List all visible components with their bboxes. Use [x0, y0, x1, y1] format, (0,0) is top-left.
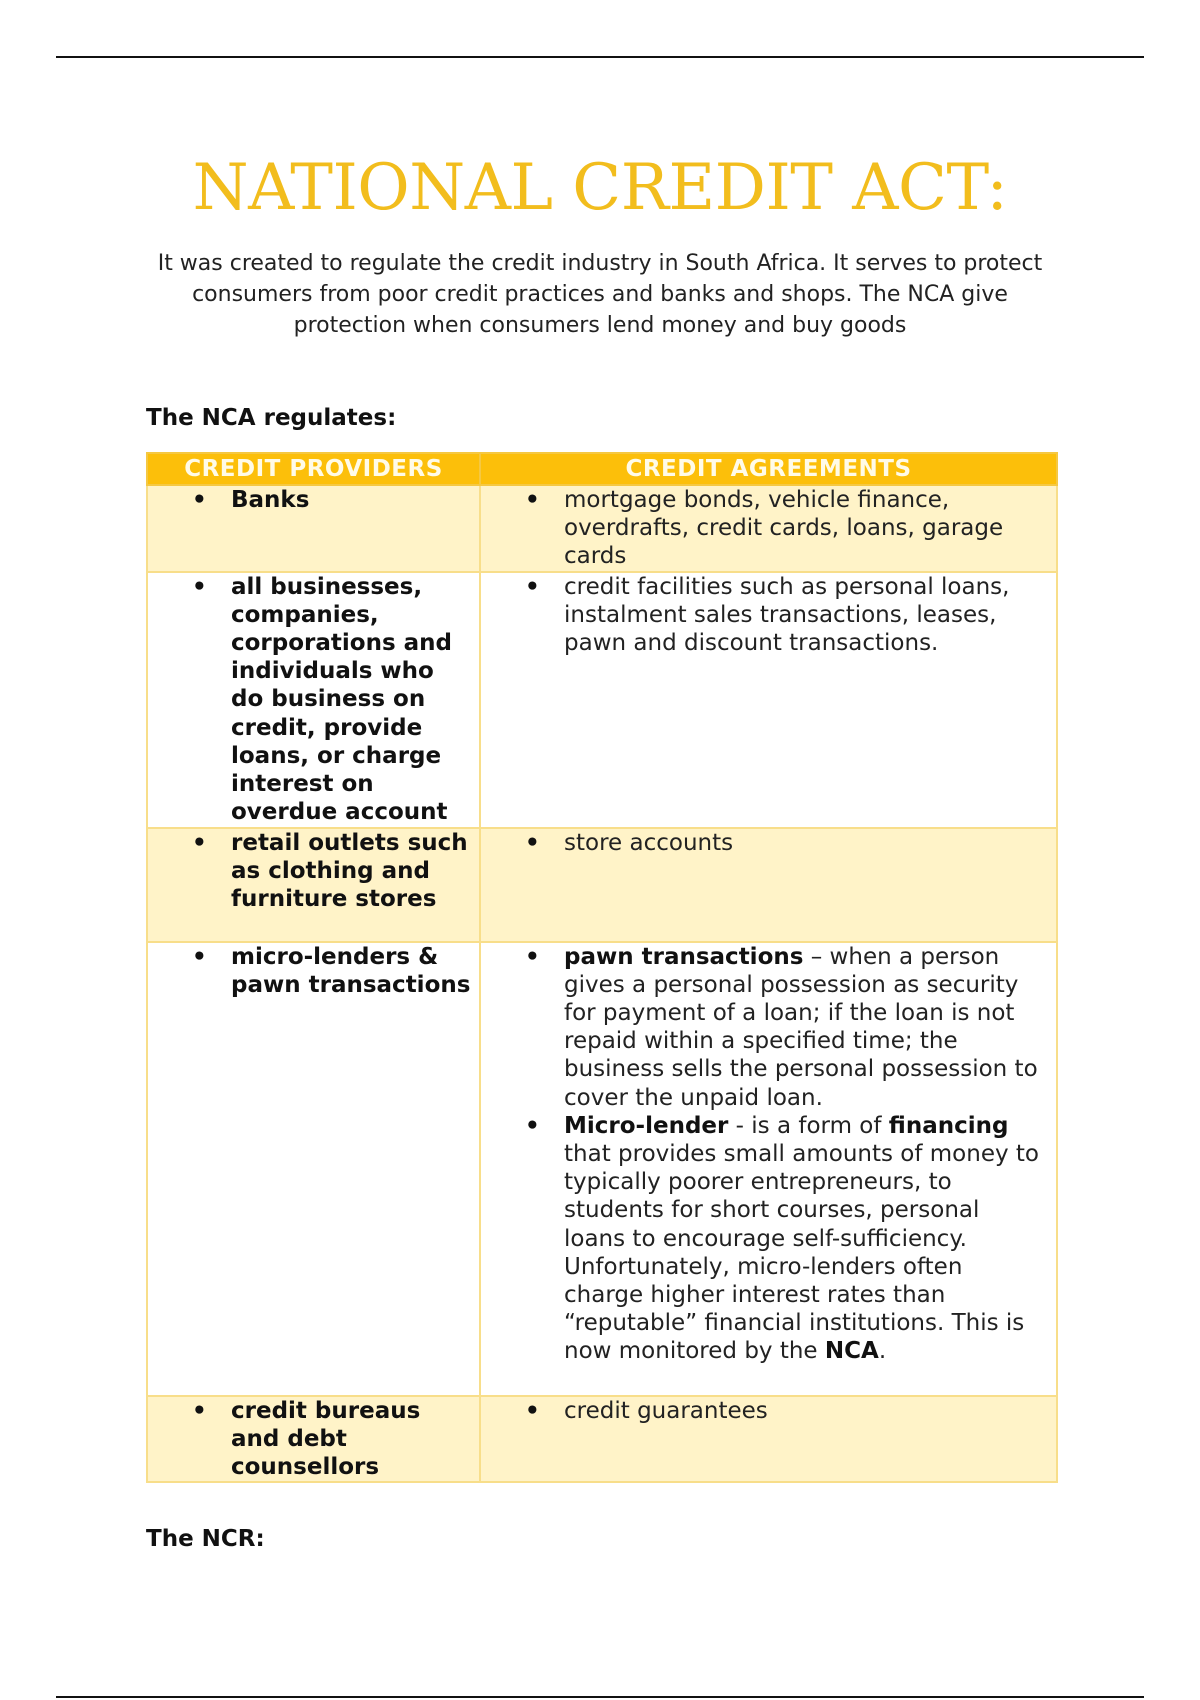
agreement-cell: [480, 485, 1057, 572]
micro-lender-text-2: that provides small amounts of money to typically poorer entrepreneurs, to students for short courses, personal loans to encourage self-sufficiency. Unfortunately, micro-lenders often charge higher interest rates than “reputable” financial institutions. This is now monitored by the: [564, 1141, 1039, 1365]
agreement-cell: [480, 942, 1057, 1396]
table-row: [147, 485, 1057, 572]
pawn-term: pawn transactions: [564, 943, 804, 970]
agreement-credit-guarantees: • credit guarantees: [481, 1397, 1056, 1425]
provider-retail-outlets: • retail outlets such as clothing and furniture stores: [148, 829, 479, 914]
agreement-micro-lender: [481, 1112, 1056, 1366]
provider-micro-lenders: • micro-lenders & pawn transactions: [148, 943, 479, 999]
nca-table: [146, 452, 1058, 1483]
intro-paragraph: It was created to regulate the credit industry in South Africa. It serves to protect consumers from poor credit practices and banks and shops. The NCA give protection when consumers lend money and buy goods: [157, 251, 1043, 338]
financing-term: financing: [888, 1112, 1009, 1139]
table-row: [147, 1396, 1057, 1483]
ncr-heading: The NCR:: [146, 1526, 265, 1552]
provider-businesses: • all businesses, companies, corporations and individuals who do business on credit, provide loans, or charge interest on overdue account: [148, 573, 479, 827]
bottom-rule: [56, 1696, 1144, 1698]
table-header-row: [147, 453, 1057, 485]
provider-banks: • Banks: [148, 486, 479, 514]
agreement-cell: [480, 1396, 1057, 1483]
header-credit-agreements: CREDIT AGREEMENTS: [480, 453, 1057, 485]
provider-credit-bureaus: • credit bureaus and debt counsellors: [148, 1397, 479, 1482]
table-row: [147, 942, 1057, 1396]
provider-cell: [147, 828, 480, 942]
provider-cell: [147, 485, 480, 572]
agreement-cell: [480, 828, 1057, 942]
agreement-bank-products: • mortgage bonds, vehicle finance, overdrafts, credit cards, loans, garage cards: [481, 486, 1056, 571]
table-row: [147, 572, 1057, 828]
table-row: [147, 828, 1057, 942]
agreement-pawn-transactions: [481, 943, 1056, 1112]
provider-cell: [147, 572, 480, 828]
provider-cell: [147, 1396, 480, 1483]
micro-lender-term: Micro-lender: [564, 1112, 729, 1139]
provider-cell: [147, 942, 480, 1396]
header-credit-providers: CREDIT PROVIDERS: [147, 453, 480, 485]
agreement-cell: [480, 572, 1057, 828]
nca-term: NCA: [824, 1338, 879, 1365]
agreement-credit-facilities: • credit facilities such as personal loans, instalment sales transactions, leases, pawn and discount transactions.: [481, 573, 1056, 658]
top-rule: [56, 56, 1144, 58]
nca-regulates-heading: The NCA regulates:: [146, 405, 397, 431]
agreement-store-accounts: • store accounts: [481, 829, 1056, 857]
pawn-definition: – when a person gives a personal possession as security for payment of a loan; if the loan is not repaid within a specified time; the business sells the personal possession to cover the unpaid loan.: [564, 943, 1038, 1111]
micro-lender-text-3: .: [878, 1338, 887, 1365]
micro-lender-text-1: - is a form of: [728, 1112, 889, 1139]
page-title: NATIONAL CREDIT ACT:: [192, 151, 1008, 225]
